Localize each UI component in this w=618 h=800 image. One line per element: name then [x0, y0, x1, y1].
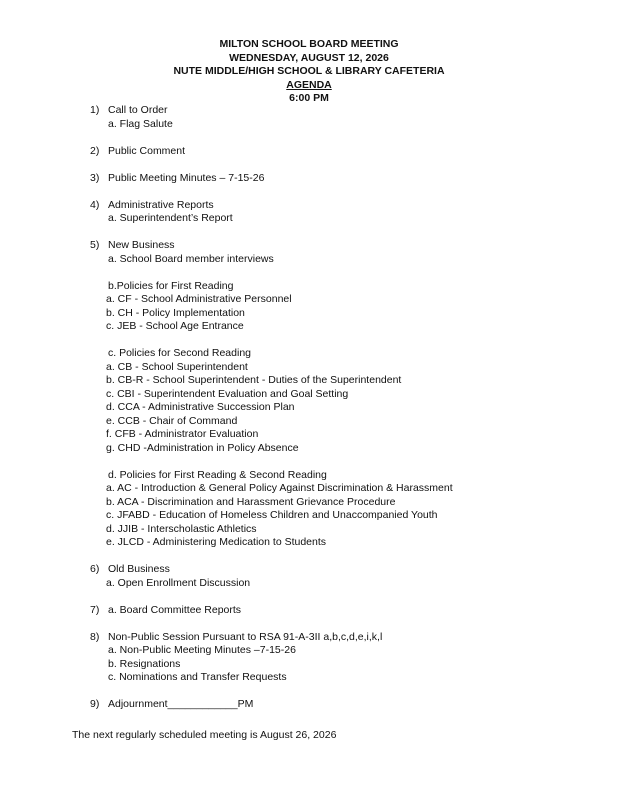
policy-line: a. AC - Introduction & General Policy Against Discrimination & Harassment	[106, 482, 453, 494]
next-meeting-note: The next regularly scheduled meeting is August 26, 2026	[72, 729, 337, 741]
item-number: 9)	[90, 698, 100, 710]
header-title: MILTON SCHOOL BOARD MEETING	[219, 38, 399, 50]
policy-line: b. CH - Policy Implementation	[106, 306, 245, 319]
document-header	[0, 38, 618, 106]
policy-line: b. CB-R - School Superintendent - Duties of the Superintendent	[106, 374, 402, 386]
policy-line: d. CCA - Administrative Succession Plan	[106, 401, 295, 413]
spacer	[90, 455, 590, 469]
agenda-item-5	[90, 239, 590, 550]
item-number: 7)	[90, 603, 100, 616]
item-number: 4)	[90, 198, 100, 211]
policy-line: b. ACA - Discrimination and Harassment Grievance Procedure	[106, 495, 396, 508]
item-number: 8)	[90, 630, 100, 643]
policy-group-heading: b.Policies for First Reading	[108, 279, 234, 292]
item-number: 1)	[90, 104, 100, 116]
item-title: Adjournment____________PM	[108, 698, 254, 710]
header-time: 6:00 PM	[289, 92, 329, 104]
header-location: NUTE MIDDLE/HIGH SCHOOL & LIBRARY CAFETERIA	[173, 65, 445, 77]
sub-item: c. Nominations and Transfer Requests	[108, 671, 287, 683]
policy-group-heading: c. Policies for Second Reading	[108, 347, 251, 359]
item-title: Old Business	[108, 563, 170, 575]
agenda-item-1	[90, 104, 590, 131]
header-agenda: AGENDA	[286, 78, 332, 91]
sub-item: a. Superintendent’s Report	[108, 212, 233, 224]
policy-line: c. JEB - School Age Entrance	[106, 320, 244, 332]
item-title: Public Meeting Minutes – 7-15-26	[108, 171, 265, 184]
item-number: 2)	[90, 144, 100, 157]
policy-line: a. CB - School Superintendent	[106, 360, 248, 373]
item-title: Non-Public Session Pursuant to RSA 91-A-3II a,b,c,d,e,i,k,l	[108, 630, 383, 643]
policy-line: e. CCB - Chair of Command	[106, 414, 238, 427]
item-title: a. Board Committee Reports	[108, 603, 242, 616]
policy-line: g. CHD -Administration in Policy Absence	[106, 441, 299, 454]
policy-line: e. JLCD - Administering Medication to Students	[106, 536, 327, 548]
agenda-item-7	[90, 604, 590, 618]
agenda-list	[90, 104, 590, 725]
agenda-item-3	[90, 172, 590, 186]
sub-item: a. School Board member interviews	[108, 252, 274, 265]
header-date: WEDNESDAY, AUGUST 12, 2026	[229, 51, 389, 64]
agenda-item-9	[90, 698, 590, 712]
policy-line: a. CF - School Administrative Personnel	[106, 293, 292, 305]
spacer	[90, 266, 590, 280]
policy-line: c. CBI - Superintendent Evaluation and Goal Setting	[106, 387, 349, 400]
sub-item: a. Non-Public Meeting Minutes –7-15-26	[108, 644, 296, 656]
item-number: 3)	[90, 171, 100, 184]
policy-line: f. CFB - Administrator Evaluation	[106, 428, 259, 440]
policy-line: c. JFABD - Education of Homeless Children and Unaccompanied Youth	[106, 509, 438, 521]
item-number: 5)	[90, 239, 100, 251]
spacer	[90, 334, 590, 348]
policy-line: d. JJIB - Interscholastic Athletics	[106, 522, 257, 535]
item-title: New Business	[108, 239, 175, 251]
item-title: Administrative Reports	[108, 198, 214, 211]
item-title: Public Comment	[108, 144, 186, 157]
agenda-item-8	[90, 631, 590, 685]
sub-item: a. Flag Salute	[108, 117, 173, 130]
agenda-item-6	[90, 563, 590, 590]
item-title: Call to Order	[108, 104, 168, 116]
item-number: 6)	[90, 563, 100, 575]
sub-item: b. Resignations	[108, 657, 181, 670]
policy-group-heading: d. Policies for First Reading & Second Reading	[108, 468, 327, 481]
agenda-item-2	[90, 145, 590, 159]
agenda-item-4	[90, 199, 590, 226]
sub-item: a. Open Enrollment Discussion	[106, 576, 251, 589]
